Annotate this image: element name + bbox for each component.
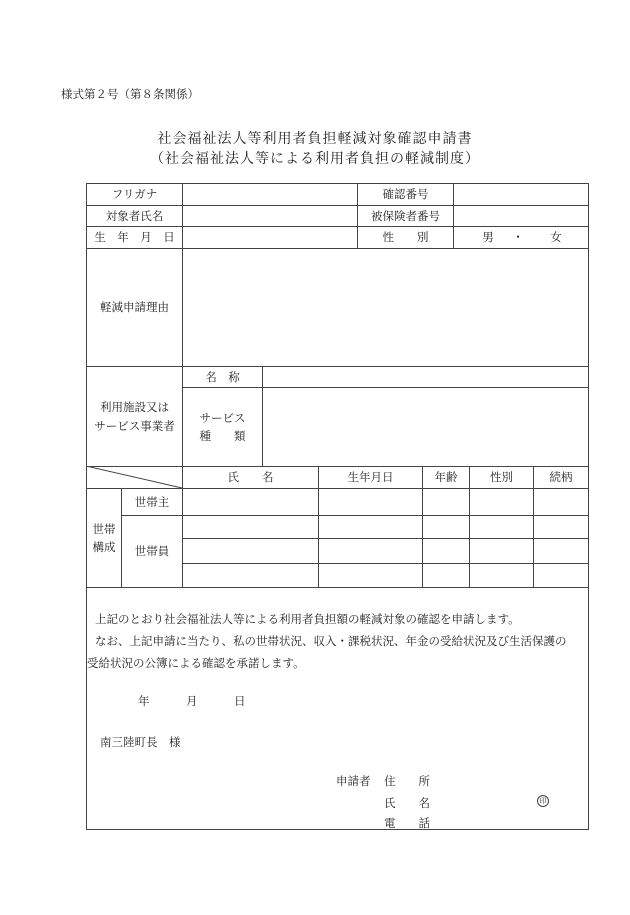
column-sex: 性別 [490, 470, 513, 485]
furigana-field[interactable] [183, 184, 357, 205]
confirm-number-label: 確認番号 [382, 187, 429, 202]
date-day-label: 日 [234, 694, 246, 708]
column-birth-date: 生年月日 [347, 470, 394, 485]
column-age: 年齢 [434, 470, 458, 485]
confirm-number-field[interactable] [454, 184, 588, 205]
subject-name-field[interactable] [183, 206, 357, 226]
subject-name-label: 対象者氏名 [105, 208, 164, 223]
birth-date-field[interactable] [183, 227, 357, 248]
household-label-line2: 構成 [92, 540, 116, 554]
address-label: 住 所 [384, 774, 430, 788]
service-type-line2: 種 類 [199, 429, 246, 443]
declaration-line2: なお、上記申請に当たり、私の世帯状況、収入・課税状況、年金の受給状況及び生活保護の [95, 634, 567, 648]
insured-number-field[interactable] [454, 206, 588, 226]
sex-label: 性 別 [382, 230, 429, 245]
facility-label [87, 367, 182, 466]
household-composition-label [87, 489, 121, 587]
service-type-label [183, 388, 262, 466]
applicant-label: 申請者 [336, 774, 371, 788]
document-subtitle: （社会福祉法人等による利用者負担の軽減制度） [150, 151, 480, 167]
facility-label-line2: サービス事業者 [94, 418, 175, 433]
column-name: 氏 名 [227, 470, 274, 485]
household-member-label: 世帯員 [134, 544, 170, 559]
household-head-label: 世帯主 [134, 494, 170, 509]
furigana-label: フリガナ [111, 187, 158, 202]
form-number: 様式第２号（第８条関係） [61, 87, 199, 101]
column-relation: 続柄 [549, 470, 573, 485]
facility-name-label: 名 称 [205, 369, 240, 384]
sex-female-option[interactable]: 女 [550, 230, 562, 245]
facility-name-field[interactable] [263, 367, 588, 387]
facility-label-line1: 利用施設又は [100, 400, 169, 415]
date-month-label: 月 [186, 694, 198, 708]
service-type-field[interactable] [263, 388, 588, 466]
service-type-line1: サービス [199, 410, 246, 425]
addressee: 南三陸町長 様 [100, 735, 181, 749]
sex-separator: ・ [512, 230, 524, 245]
reason-field[interactable] [183, 249, 588, 366]
declaration-line1: 上記のとおり社会福祉法人等による利用者負担額の軽減対象の確認を申請します。 [95, 612, 520, 626]
document-title: 社会福祉法人等利用者負担軽減対象確認申請書 [157, 131, 473, 147]
phone-label: 電 話 [384, 816, 430, 830]
insured-number-label: 被保険者番号 [371, 208, 440, 223]
diagonal-line [86, 466, 183, 489]
date-year-label: 年 [138, 694, 150, 708]
declaration-line3: 受給状況の公簿による確認を承諾します。 [87, 656, 305, 670]
reason-label: 軽減申請理由 [100, 300, 169, 315]
seal-icon: 印 [537, 795, 549, 807]
birth-date-label: 生 年 月 日 [94, 230, 175, 245]
household-label-line1: 世帯 [92, 521, 116, 536]
applicant-name-label: 氏 名 [384, 796, 430, 810]
sex-male-option[interactable]: 男 [482, 230, 494, 245]
